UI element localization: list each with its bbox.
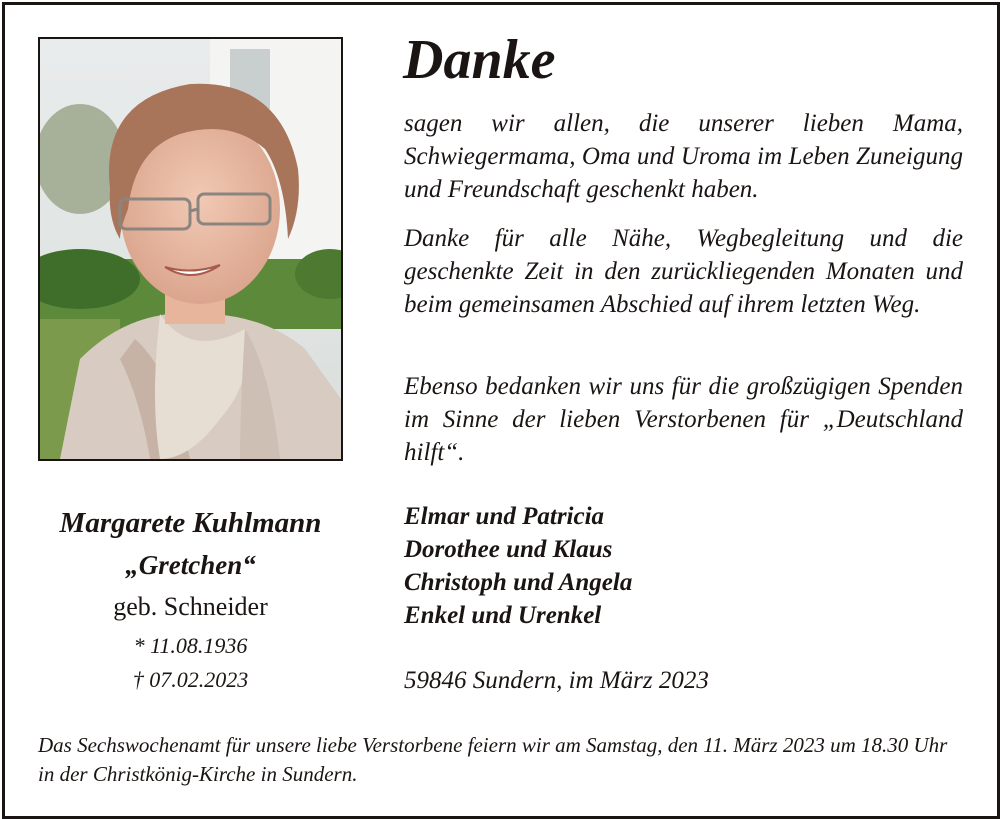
thanks-paragraph-1: sagen wir allen, die unserer lieben Mama, Schwiegermama, Oma und Uroma im Leben Zuneigung und Freundschaft geschenkt haben. <box>404 110 963 203</box>
memorial-service-notice: Das Sechswochenamt für unsere liebe Verstorbene feiern wir am Samstag, den 11. März 2023 um 18.30 Uhr in der Christkönig-Kirche in Sundern. <box>38 733 948 786</box>
deceased-birth-name: geb. Schneider <box>113 592 268 621</box>
death-date: † 07.02.2023 <box>132 667 249 692</box>
place-and-date: 59846 Sundern, im März 2023 <box>404 667 709 694</box>
portrait-photo <box>38 37 343 461</box>
deceased-nickname: „Gretchen“ <box>125 550 256 580</box>
birth-date: * 11.08.1936 <box>133 633 248 658</box>
thanks-paragraph-3: Ebenso bedanken wir uns für die großzügigen Spenden im Sinne der lieben Verstorbenen für „Deutschland hilft“. <box>404 373 963 466</box>
mourner-name: Christoph und Angela <box>404 569 633 596</box>
mourner-name: Dorothee und Klaus <box>404 536 613 563</box>
mourner-name: Enkel und Urenkel <box>404 602 602 629</box>
thanks-paragraph-2: Danke für alle Nähe, Wegbegleitung und die geschenkte Zeit in den zurückliegenden Monaten und beim gemeinsamen Abschied auf ihrem letzten Weg. <box>404 225 963 318</box>
deceased-name: Margarete Kuhlmann <box>59 507 322 539</box>
mourners-list <box>404 500 632 632</box>
mourner-name: Elmar und Patricia <box>404 503 605 530</box>
page-title: Danke <box>403 29 556 91</box>
